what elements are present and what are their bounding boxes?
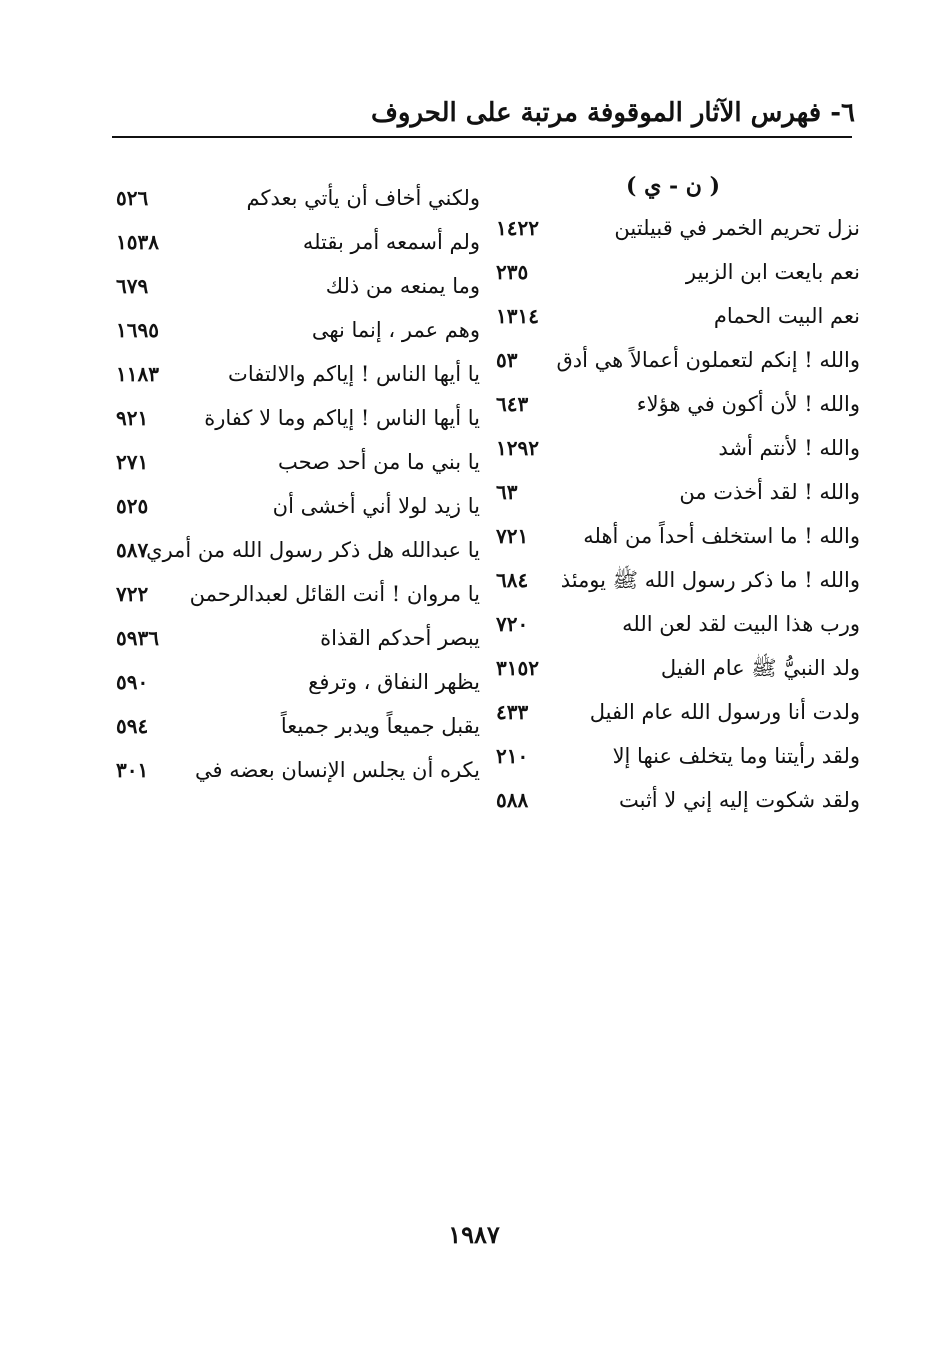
index-entry: [110, 704, 480, 748]
entry-number: ١٦٩٥: [116, 318, 159, 342]
entry-number: ٣٠١: [116, 758, 149, 782]
index-entry: [490, 646, 860, 690]
entry-text: يا زيد لولا أني أخشى أن: [272, 494, 480, 518]
index-entry: [110, 660, 480, 704]
entry-text: ولم أسمعه أمر بقتله: [302, 230, 480, 254]
section-heading: ( ن - ي ): [626, 173, 720, 199]
entry-text: يكره أن يجلس الإنسان بعضه في: [195, 758, 480, 782]
entry-number: ٥٩٠: [116, 670, 149, 694]
entry-text: ولكني أخاف أن يأتي بعدكم: [246, 186, 480, 210]
entry-text: ولقد شكوت إليه إني لا أثبت: [619, 788, 860, 812]
entry-number: ١٤٢٢: [496, 216, 539, 240]
entry-text: والله ! لأنتم أشد: [718, 436, 860, 460]
entry-number: ٧٢٠: [496, 612, 529, 636]
index-entry: [490, 382, 860, 426]
entry-text: يا أيها الناس ! إياكم وما لا كفارة: [204, 406, 480, 430]
index-entry: [110, 264, 480, 308]
entry-text: يا عبدالله هل ذكر رسول الله من أمري: [146, 538, 480, 562]
entry-text: يا مروان ! أنت القائل لعبدالرحمن: [189, 582, 480, 606]
index-entry: [490, 294, 860, 338]
entry-text: ولدت أنا ورسول الله عام الفيل: [589, 700, 860, 724]
index-entry: [490, 426, 860, 470]
entry-number: ١١٨٣: [116, 362, 159, 386]
index-entry: [490, 778, 860, 822]
entry-number: ١٥٣٨: [116, 230, 159, 254]
entry-text: ولد النبيُّ ﷺ عام الفيل: [660, 656, 860, 680]
index-entry: [490, 514, 860, 558]
page-header-title: ٦- فهرس الآثار الموقوفة مرتبة على الحروف: [370, 98, 855, 128]
entry-number: ٦٨٤: [496, 568, 529, 592]
index-entry: [110, 308, 480, 352]
index-entry: [490, 602, 860, 646]
entry-number: ٩٢١: [116, 406, 149, 430]
entry-text: والله ! لأن أكون في هؤلاء: [636, 392, 860, 416]
index-entry: [490, 734, 860, 778]
entry-text: يا بني ما من أحد صحب: [277, 450, 480, 474]
entry-text: نعم بايعت ابن الزبير: [685, 260, 860, 284]
entry-text: والله ! ما ذكر رسول الله ﷺ يومئذ: [560, 568, 860, 592]
entry-text: وما يمنعه من ذلك: [325, 274, 480, 298]
entry-text: نزل تحريم الخمر في قبيلتين: [614, 216, 860, 240]
index-entry: [490, 338, 860, 382]
entry-text: والله ! إنكم لتعملون أعمالاً هي أدق: [556, 348, 860, 372]
entry-number: ٢٣٥: [496, 260, 529, 284]
index-entry: [110, 220, 480, 264]
entry-number: ٤٣٣: [496, 700, 529, 724]
index-entry: [110, 440, 480, 484]
entry-text: نعم البيت الحمام: [713, 304, 860, 328]
index-entry: [490, 470, 860, 514]
entry-number: ٦٧٩: [116, 274, 149, 298]
entry-number: ٥٨٧: [116, 538, 149, 562]
entry-text: يا أيها الناس ! إياكم والالتفات: [228, 362, 480, 386]
entry-number: ٢١٠: [496, 744, 529, 768]
page-number: ١٩٨٧: [448, 1220, 500, 1249]
index-column-right: [490, 166, 860, 822]
entry-text: ورب هذا البيت لقد لعن الله: [622, 612, 860, 636]
entry-text: والله ! لقد أخذت من: [679, 480, 860, 504]
index-entry: [490, 250, 860, 294]
entry-number: ٦٤٣: [496, 392, 529, 416]
entry-number: ٦٣: [496, 480, 518, 504]
index-entry: [110, 528, 480, 572]
entry-text: يقبل جميعاً ويدبر جميعاً: [280, 714, 480, 738]
index-entry: [490, 690, 860, 734]
index-entry: [110, 396, 480, 440]
index-entry: [110, 176, 480, 220]
index-entry: [110, 352, 480, 396]
entry-number: ١٣١٤: [496, 304, 539, 328]
index-column-left: [110, 176, 480, 792]
entry-number: ٧٢١: [496, 524, 529, 548]
entry-number: ٥٢٥: [116, 494, 149, 518]
index-entry: [110, 748, 480, 792]
entry-number: ٢٧١: [116, 450, 149, 474]
entry-number: ٥٨٨: [496, 788, 529, 812]
index-entry: [110, 616, 480, 660]
index-entry: [490, 558, 860, 602]
entry-number: ٣١٥٢: [496, 656, 539, 680]
index-entry: [490, 206, 860, 250]
entry-number: ١٢٩٢: [496, 436, 539, 460]
entry-number: ٧٢٢: [116, 582, 149, 606]
entry-text: وهم عمر ، إنما نهى: [311, 318, 480, 342]
entry-number: ٥٩٤: [116, 714, 149, 738]
index-entry: [110, 484, 480, 528]
entry-text: يظهر النفاق ، وترفع: [308, 670, 480, 694]
entry-number: ٥٢٦: [116, 186, 149, 210]
entry-text: والله ! ما استخلف أحداً من أهله: [583, 524, 860, 548]
section-heading-row: [490, 166, 860, 206]
entry-number: ٥٩٣٦: [116, 626, 159, 650]
entry-text: ولقد رأيتنا وما يتخلف عنها إلا: [612, 744, 860, 768]
entry-number: ٥٣: [496, 348, 518, 372]
index-entry: [110, 572, 480, 616]
header-rule: [112, 136, 852, 138]
entry-text: يبصر أحدكم القذاة: [320, 626, 480, 650]
